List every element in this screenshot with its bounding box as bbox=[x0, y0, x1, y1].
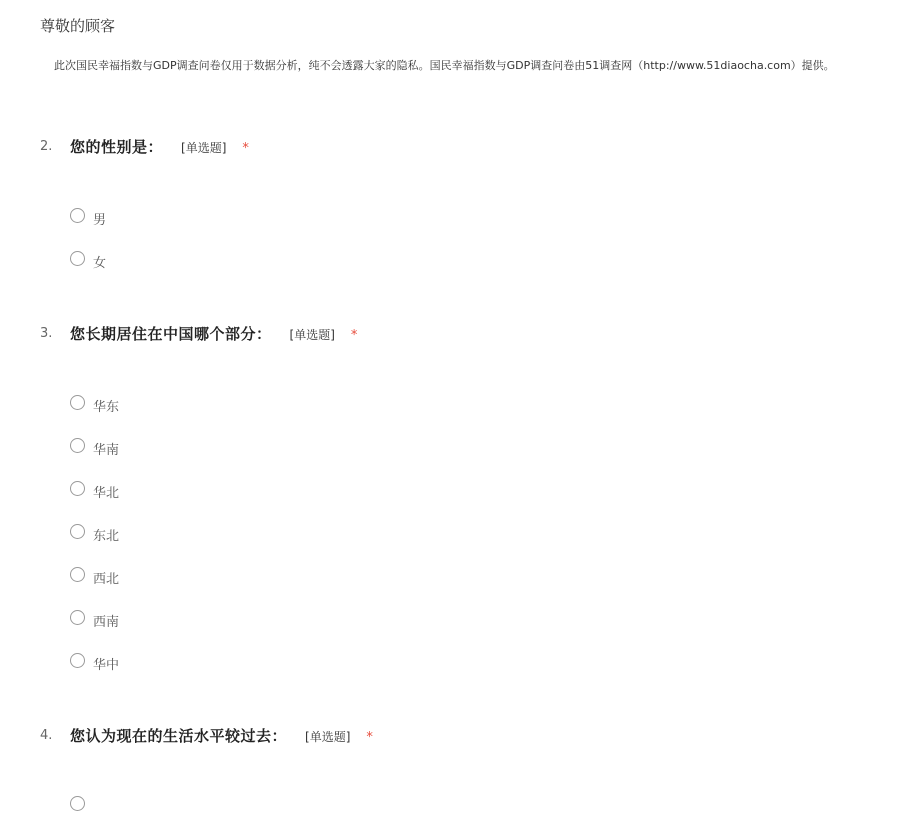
required-marker: * bbox=[242, 141, 249, 156]
question-type-label: [单选题] bbox=[181, 141, 227, 155]
radio-button[interactable] bbox=[70, 208, 85, 223]
radio-button[interactable] bbox=[70, 567, 85, 582]
radio-button[interactable] bbox=[70, 524, 85, 539]
required-marker: * bbox=[350, 328, 358, 343]
option-label: 华南 bbox=[93, 443, 120, 458]
question-number: 3. bbox=[40, 326, 53, 341]
question-title bbox=[70, 725, 373, 746]
question-living-standard bbox=[40, 725, 880, 749]
radio-button[interactable] bbox=[70, 251, 85, 266]
option-label: 女 bbox=[93, 256, 107, 271]
question-number: 2. bbox=[40, 139, 53, 154]
radio-button[interactable] bbox=[70, 395, 85, 410]
radio-button[interactable] bbox=[70, 610, 85, 625]
option-label: 东北 bbox=[93, 529, 120, 544]
question-text: 您的性别是： bbox=[70, 138, 164, 156]
question-text: 您认为现在的生活水平较过去： bbox=[70, 727, 288, 745]
radio-button[interactable] bbox=[70, 796, 85, 811]
survey-intro: 此次国民幸福指数与GDP调查问卷仅用于数据分析，纯不会透露大家的隐私。国民幸福指数与GDP调查问卷由51调查网（http://www.51diaocha.com）提供。 bbox=[54, 59, 835, 72]
question-gender bbox=[40, 136, 880, 160]
option-label: 华北 bbox=[93, 486, 120, 501]
option-label: 华中 bbox=[93, 658, 120, 673]
option-label: 男 bbox=[93, 213, 107, 228]
radio-button[interactable] bbox=[70, 438, 85, 453]
radio-button[interactable] bbox=[70, 481, 85, 496]
question-region bbox=[40, 323, 880, 347]
question-text: 您长期居住在中国哪个部分： bbox=[70, 325, 272, 343]
radio-button[interactable] bbox=[70, 653, 85, 668]
required-marker: * bbox=[366, 730, 373, 745]
question-title bbox=[70, 323, 357, 344]
question-number: 4. bbox=[40, 728, 53, 743]
survey-greeting: 尊敬的顾客 bbox=[40, 17, 116, 35]
question-title bbox=[70, 136, 249, 157]
option-label: 西北 bbox=[93, 572, 120, 587]
option-label: 华东 bbox=[93, 400, 120, 415]
question-type-label: [单选题] bbox=[289, 328, 335, 342]
question-type-label: [单选题] bbox=[305, 730, 351, 744]
option-label: 西南 bbox=[93, 615, 120, 630]
